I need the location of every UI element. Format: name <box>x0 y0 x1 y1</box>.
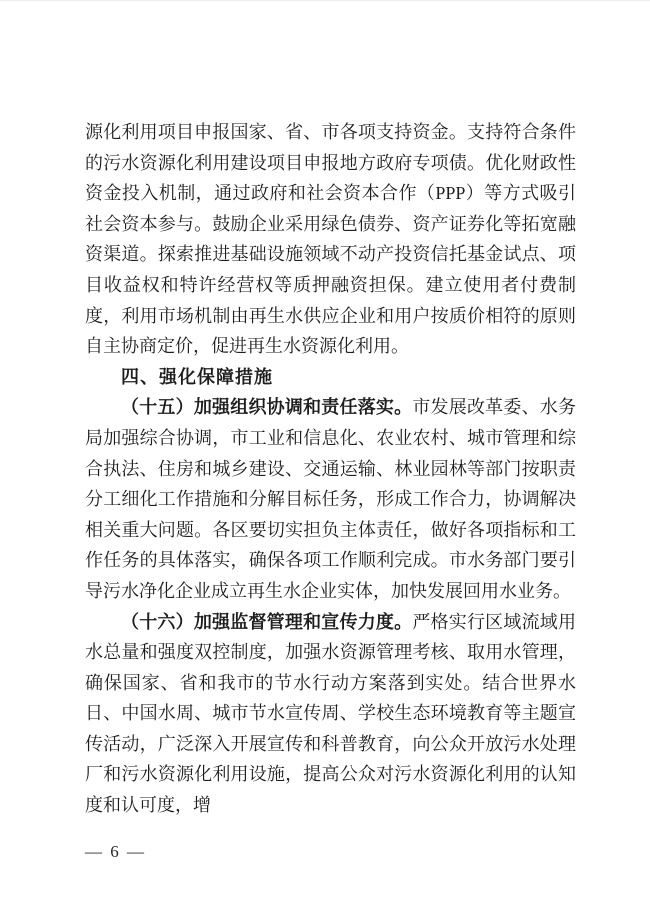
item-16-body: 严格实行区域流域用水总量和强度双控制度，加强水资源管理考核、取用水管理，确保国家、省和我市的节水行动方案落到实处。结合世界水日、中国水周、城市节水宣传周、学校生态环境教育等主题宣传活动，广泛深入开展宣传和科普教育，向公众开放污水处理厂和污水资源化利用设施，提高公众对污水资源化利用的认知度和认可度，增 <box>85 611 577 816</box>
item-15-body: 市发展改革委、水务局加强综合协调，市工业和信息化、农业农村、城市管理和综合执法、住房和城乡建设、交通运输、林业园林等部门按职责分工细化工作措施和分解目标任务，形成工作合力，协调解决相关重大问题。各区要切实担负主体责任，做好各项指标和工作任务的具体落实，确保各项工作顺利完成。市水务部门要引导污水净化企业成立再生水企业实体，加快发展回用水业务。 <box>85 397 577 601</box>
item-paragraph-15 <box>85 392 576 606</box>
item-paragraph-16 <box>85 607 576 821</box>
page-number: — 6 — <box>85 842 146 861</box>
body-text <box>85 117 576 821</box>
item-15-heading: （十五）加强组织协调和责任落实。 <box>121 397 413 418</box>
continuation-paragraph: 源化利用项目申报国家、省、市各项支持资金。支持符合条件的污水资源化利用建设项目申报地方政府专项债。优化财政性资金投入机制，通过政府和社会资本合作（PPP）等方式吸引社会资本参与。鼓励企业采用绿色债券、资产证券化等拓宽融资渠道。探索推进基础设施领域不动产投资信托基金试点、项目收益权和特许经营权等质押融资担保。建立使用者付费制度，利用市场机制由再生水供应企业和用户按质价相符的原则自主协商定价，促进再生水资源化利用。 <box>85 122 576 357</box>
item-16-heading: （十六）加强监督管理和宣传力度。 <box>121 611 413 632</box>
section-heading: 四、强化保障措施 <box>121 366 273 387</box>
